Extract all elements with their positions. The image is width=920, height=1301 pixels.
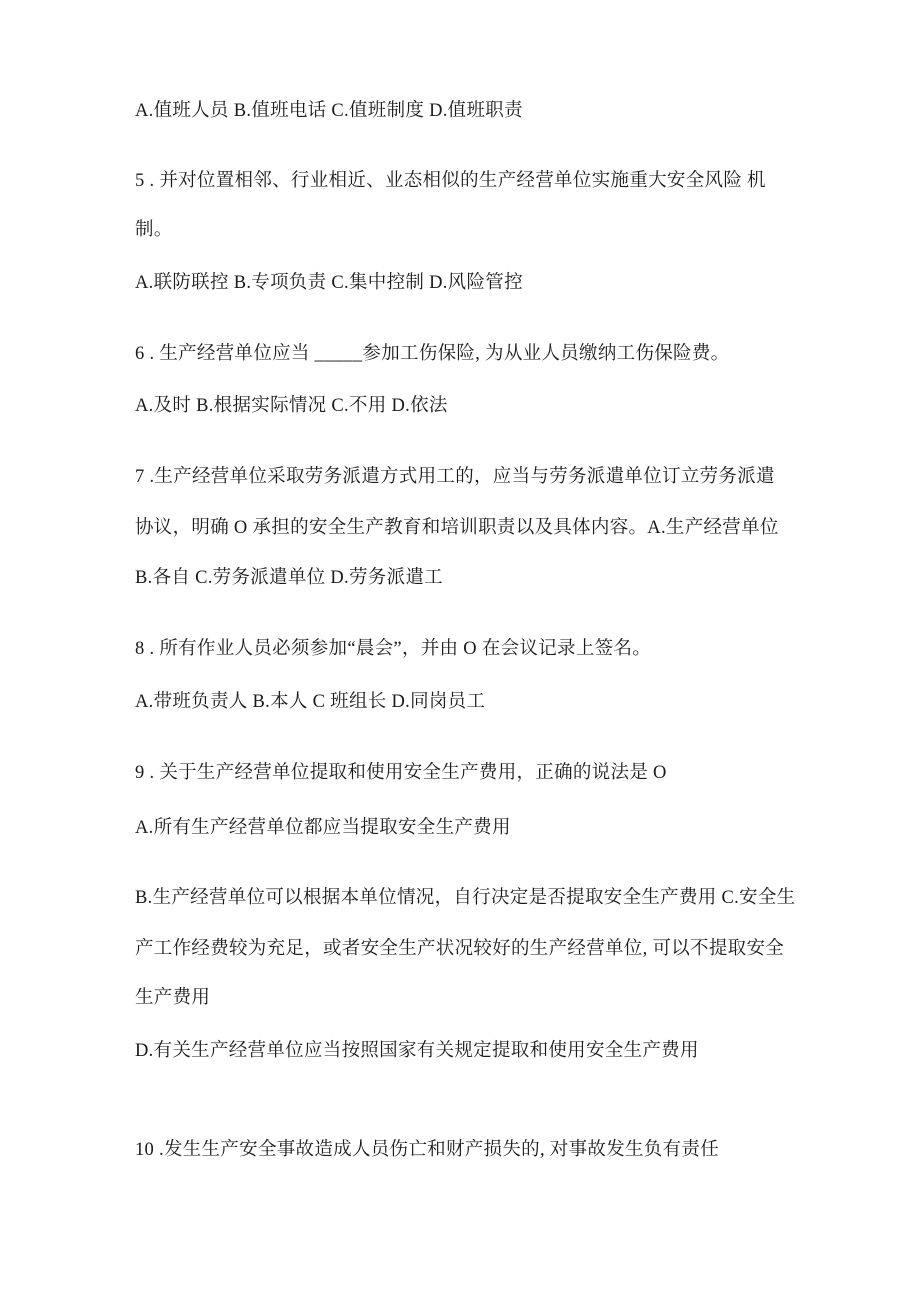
q8-question: 8 . 所有作业人员必须参加“晨会”，并由 O 在会议记录上签名。	[135, 639, 652, 659]
q8-options: A.带班负责人 B.本人 C 班组长 D.同岗员工	[135, 692, 486, 712]
q5-question: 5 . 并对位置相邻、行业相近、业态相似的生产经营单位实施重大安全风险 机	[135, 171, 766, 191]
q7-options: B.各自 C.劳务派遣单位 D.劳务派遣工	[135, 568, 443, 588]
q9-option-c: 产工作经费较为充足，或者安全生产状况较好的生产经营单位, 可以不提取安全	[135, 939, 785, 959]
q9-option-c-cont: 生产费用	[135, 988, 211, 1008]
q6-options: A.及时 B.根据实际情况 C.不用 D.依法	[135, 396, 448, 416]
q4-options: A.值班人员 B.值班电话 C.值班制度 D.值班职责	[135, 101, 523, 121]
q7-question: 7 .生产经营单位采取劳务派遣方式用工的，应当与劳务派遣单位订立劳务派遣	[135, 467, 775, 487]
q7-question-cont: 协议，明确 O 承担的安全生产教育和培训职责以及具体内容。A.生产经营单位	[135, 518, 779, 538]
q6-question: 6 . 生产经营单位应当 _____参加工伤保险, 为从业人员缴纳工伤保险费。	[135, 344, 730, 364]
q9-option-a: A.所有生产经营单位都应当提取安全生产费用	[135, 818, 511, 838]
q9-question: 9 . 关于生产经营单位提取和使用安全生产费用，正确的说法是 O	[135, 763, 667, 783]
q5-question-cont: 制。	[135, 220, 173, 240]
q9-option-b: B.生产经营单位可以根据本单位情况，自行决定是否提取安全生产费用 C.安全生	[135, 888, 796, 908]
q10-question: 10 .发生生产安全事故造成人员伤亡和财产损失的, 对事故发生负有责任	[135, 1140, 720, 1160]
q5-options: A.联防联控 B.专项负责 C.集中控制 D.风险管控	[135, 273, 523, 293]
q9-option-d: D.有关生产经营单位应当按照国家有关规定提取和使用安全生产费用	[135, 1041, 699, 1061]
